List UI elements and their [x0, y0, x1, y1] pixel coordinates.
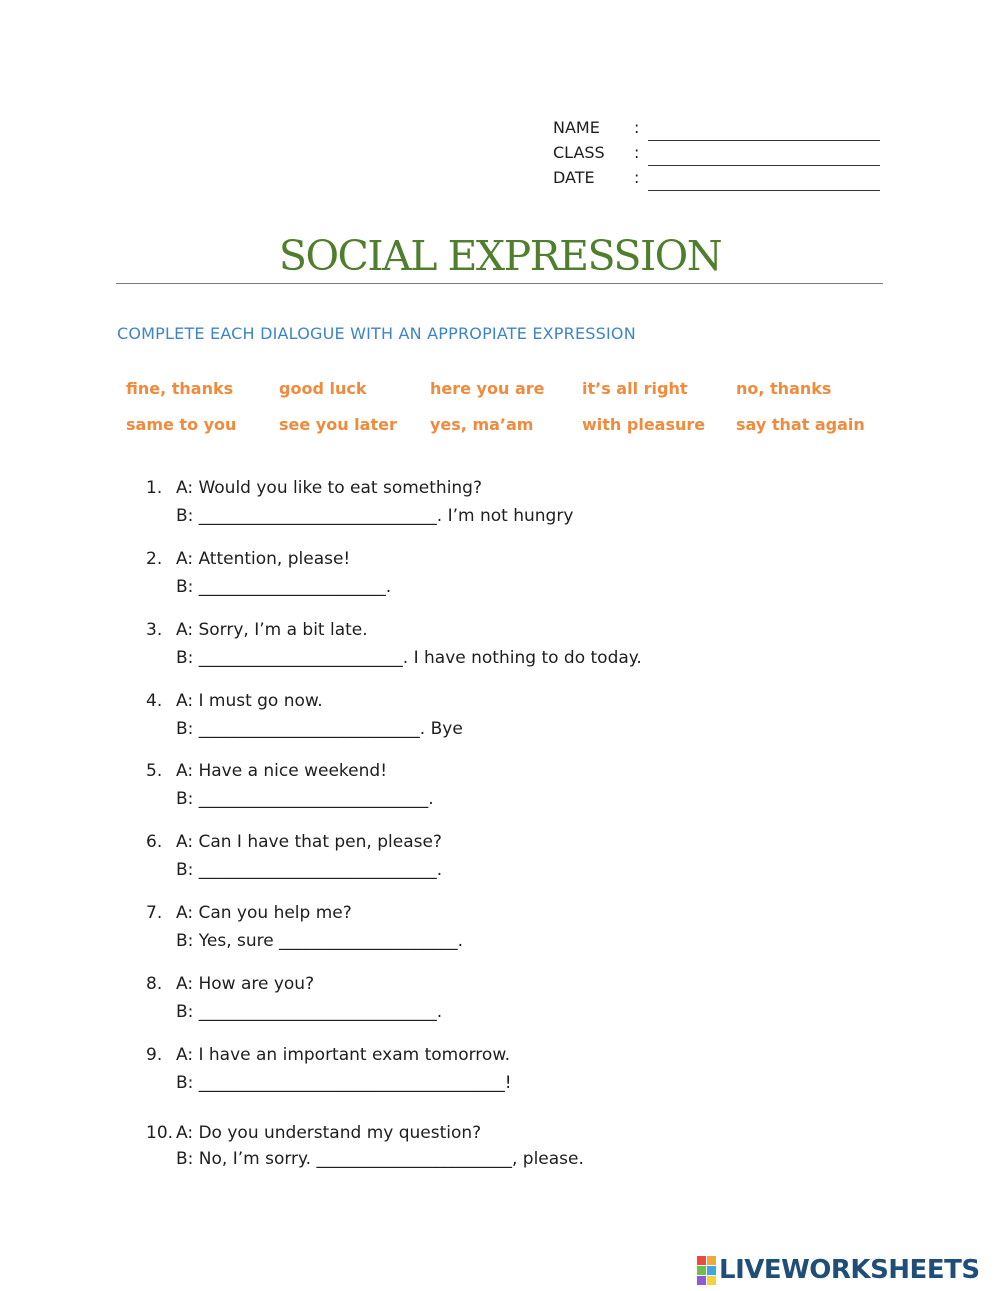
word-bank-item: here you are [430, 379, 545, 398]
word-bank-item: say that again [736, 415, 865, 434]
word-bank-item: good luck [279, 379, 367, 398]
date-row [553, 167, 883, 192]
question-line-a: A: Do you understand my question? [176, 1123, 482, 1143]
name-label: NAME [553, 118, 600, 137]
question-line-a: A: Attention, please! [176, 549, 351, 569]
answer-line-b[interactable]: B: ____________________________. [176, 1002, 443, 1022]
answer-line-b[interactable]: B: ______________________. [176, 577, 392, 597]
question-line-a: A: How are you? [176, 974, 315, 994]
word-bank-item: no, thanks [736, 379, 832, 398]
logo-block-icon [697, 1256, 706, 1265]
class-line[interactable] [648, 165, 880, 166]
student-info [553, 117, 883, 192]
name-row [553, 117, 883, 142]
word-bank-item: fine, thanks [126, 379, 234, 398]
logo-block-icon [697, 1266, 706, 1275]
page-title: SOCIAL EXPRESSION [278, 232, 722, 280]
answer-line-b[interactable]: B: ____________________________________! [176, 1073, 512, 1093]
question-line-a: A: Can you help me? [176, 903, 352, 923]
liveworksheets-logo-text: LIVEWORKSHEETS [719, 1255, 980, 1285]
class-label: CLASS [553, 143, 605, 162]
date-line[interactable] [648, 190, 880, 191]
logo-block-icon [707, 1256, 716, 1265]
question-number: 7. [146, 903, 163, 923]
liveworksheets-logo-icon [697, 1256, 716, 1285]
word-bank-item: see you later [279, 415, 397, 434]
answer-line-b[interactable]: B: ____________________________. [176, 860, 443, 880]
question-number: 5. [146, 761, 163, 781]
question-line-a: A: Have a nice weekend! [176, 761, 388, 781]
question-number: 2. [146, 549, 163, 569]
question-number: 6. [146, 832, 163, 852]
word-bank-item: it’s all right [582, 379, 688, 398]
answer-line-b[interactable]: B: ___________________________. [176, 789, 434, 809]
question-number: 1. [146, 478, 163, 498]
name-line[interactable] [648, 140, 880, 141]
name-colon: : [634, 118, 640, 137]
date-colon: : [634, 168, 640, 187]
answer-line-b[interactable]: B: Yes, sure _____________________. [176, 931, 464, 951]
liveworksheets-logo[interactable] [697, 1254, 980, 1286]
question-number: 4. [146, 691, 163, 711]
class-row [553, 142, 883, 167]
question-number: 10. [146, 1123, 174, 1143]
question-line-a: A: I must go now. [176, 691, 323, 711]
question-number: 9. [146, 1045, 163, 1065]
question-number: 8. [146, 974, 163, 994]
logo-block-icon [707, 1276, 716, 1285]
question-line-a: A: Would you like to eat something? [176, 478, 482, 498]
date-label: DATE [553, 168, 595, 187]
question-line-a: A: I have an important exam tomorrow. [176, 1045, 511, 1065]
question-line-a: A: Sorry, I’m a bit late. [176, 620, 368, 640]
instruction: COMPLETE EACH DIALOGUE WITH AN APPROPIATE EXPRESSION [117, 324, 636, 343]
answer-line-b[interactable]: B: ________________________. I have nothing to do today. [176, 648, 642, 668]
word-bank-item: same to you [126, 415, 237, 434]
class-colon: : [634, 143, 640, 162]
title-divider [116, 283, 883, 284]
word-bank-item: yes, ma’am [430, 415, 534, 434]
logo-block-icon [697, 1276, 706, 1285]
logo-block-icon [707, 1266, 716, 1275]
answer-line-b[interactable]: B: No, I’m sorry. _______________________, please. [176, 1149, 584, 1169]
answer-line-b[interactable]: B: ____________________________. I’m not hungry [176, 506, 574, 526]
answer-line-b[interactable]: B: __________________________. Bye [176, 719, 463, 739]
word-bank-item: with pleasure [582, 415, 706, 434]
question-line-a: A: Can I have that pen, please? [176, 832, 442, 852]
question-number: 3. [146, 620, 163, 640]
